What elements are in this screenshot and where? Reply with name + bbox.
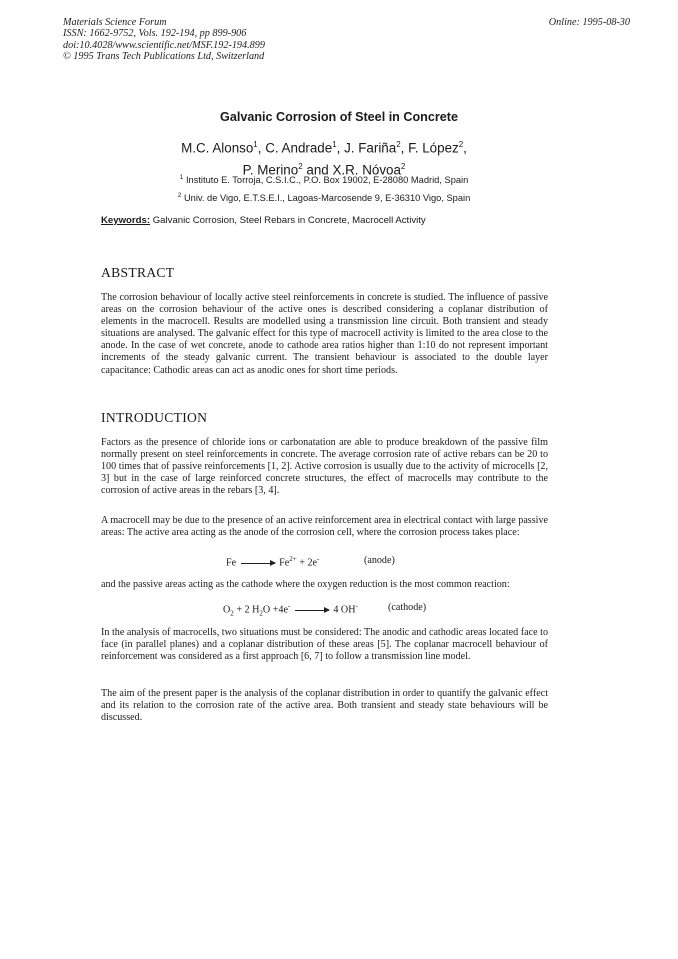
- copyright-line: © 1995 Trans Tech Publications Ltd, Switzerland: [63, 50, 265, 62]
- equation-term: + 2 H: [233, 604, 260, 616]
- reaction-arrow-icon: [295, 610, 329, 611]
- author-separator: ,: [463, 140, 467, 156]
- paper-title: Galvanic Corrosion of Steel in Concrete: [220, 110, 458, 124]
- affiliation-number: 1: [179, 174, 184, 181]
- affiliation-1: [0, 174, 648, 185]
- equation-term: + 2e: [296, 557, 317, 569]
- equation-term: 4 OH: [333, 604, 356, 616]
- online-date: Online: 1995-08-30: [548, 17, 630, 28]
- intro-paragraph-1: Factors as the presence of chloride ions or carbonatation are able to produce breakdown of the passive film normally present on steel reinforcements in concrete. The average corrosion rate of active rebars can be 20 to 100 times that of passive reinforcements [1, 2]. Active corrosion is usually due to the activity of microcells [2, 3] but in the case of large reinforced concrete structures, the effect of macrocells may contribute to the corrosion of active areas in the rebars [3, 4].: [101, 437, 548, 497]
- author-name: , F. López: [400, 140, 459, 156]
- cathode-equation: [223, 602, 358, 617]
- affiliation-ref: 2: [458, 140, 464, 149]
- issn-line: ISSN: 1662-9752, Vols. 192-194, pp 899-906: [63, 28, 247, 40]
- abstract-heading: ABSTRACT: [101, 265, 175, 280]
- author-name: P. Merino: [242, 162, 299, 178]
- equation-term: O +4e: [262, 604, 288, 616]
- intro-paragraph-5: The aim of the present paper is the analysis of the coplanar distribution in order to quantify the galvanic effect and its relation to the corrosion rate of the active area. Both transient and steady state behaviours will be discussed.: [101, 688, 548, 724]
- equation-subscript: 2: [230, 609, 234, 618]
- affiliation-text: Instituto E. Torroja, C.S.I.C., P.O. Box 19002, E-28080 Madrid, Spain: [185, 175, 469, 186]
- reaction-arrow-icon: [241, 563, 275, 564]
- anode-label: (anode): [364, 555, 395, 566]
- anode-equation: [226, 555, 319, 568]
- author-name: and X.R. Nóvoa: [302, 162, 401, 178]
- keywords: [101, 215, 426, 226]
- introduction-heading: INTRODUCTION: [101, 410, 208, 425]
- affiliation-number: 2: [177, 192, 182, 199]
- author-name: , C. Andrade: [257, 140, 333, 156]
- affiliation-ref: 2: [396, 140, 401, 149]
- equation-charge: 2+: [289, 555, 297, 563]
- abstract-text: The corrosion behaviour of locally active steel reinforcements in concrete is studied. The influence of passive areas on the corrosion behaviour of the active ones is described considering a coplanar distribution of elements in the macrocell. Results are modelled using a transmission line circuit. Both transient and steady situations are analysed. The galvanic effect for this type of macrocell activity is limited to the area close to the anode. In the case of wet concrete, anode to cathode area ratios higher than 1:10 do not represent important increments of the steady galvanic current. The transient behaviour is associated to the double layer capacitance: Cathodic areas can act as anodic ones for short time periods.: [101, 292, 548, 376]
- cathode-label: (cathode): [388, 602, 427, 613]
- journal-header: [63, 17, 265, 62]
- affiliation-ref: 2: [298, 162, 303, 172]
- equation-term: Fe: [279, 557, 290, 569]
- affiliation-ref: 1: [253, 140, 258, 149]
- author-name: , J. Fariña: [336, 140, 397, 156]
- keywords-text: Galvanic Corrosion, Steel Rebars in Concrete, Macrocell Activity: [152, 215, 426, 226]
- intro-paragraph-3: and the passive areas acting as the cathode where the oxygen reduction is the most common reaction:: [101, 579, 510, 590]
- author-name: M.C. Alonso: [181, 140, 254, 156]
- keywords-label: Keywords:: [101, 215, 151, 226]
- intro-paragraph-4: In the analysis of macrocells, two situations must be considered: The anodic and cathodic areas located face to face (in parallel planes) and a coplanar distribution of these areas [5]. The coplanar macrocell behaviour of reinforcement was considered as a first approach [6, 7] to follow a transmission line model.: [101, 627, 548, 663]
- equation-term: Fe: [226, 557, 237, 569]
- affiliation-ref: 1: [332, 140, 337, 149]
- equation-charge: -: [287, 602, 291, 610]
- affiliation-2: [0, 192, 648, 203]
- affiliation-text: Univ. de Vigo, E.T.S.E.I., Lagoas-Marcosende 9, E-36310 Vigo, Spain: [183, 193, 471, 204]
- doi-line[interactable]: doi:10.4028/www.scientific.net/MSF.192-194.899: [63, 39, 265, 51]
- author-line-1: [0, 135, 648, 157]
- intro-paragraph-2: A macrocell may be due to the presence of an active reinforcement area in electrical contact with large passive areas: The active area acting as the anode of the corrosion cell, where the corrosion process takes place:: [101, 515, 548, 539]
- equation-term: O: [223, 604, 231, 616]
- equation-charge: -: [316, 555, 320, 563]
- affiliation-ref: 2: [400, 162, 406, 172]
- equation-charge: -: [355, 602, 358, 610]
- equation-subscript: 2: [259, 609, 263, 618]
- journal-name: Materials Science Forum: [63, 17, 167, 28]
